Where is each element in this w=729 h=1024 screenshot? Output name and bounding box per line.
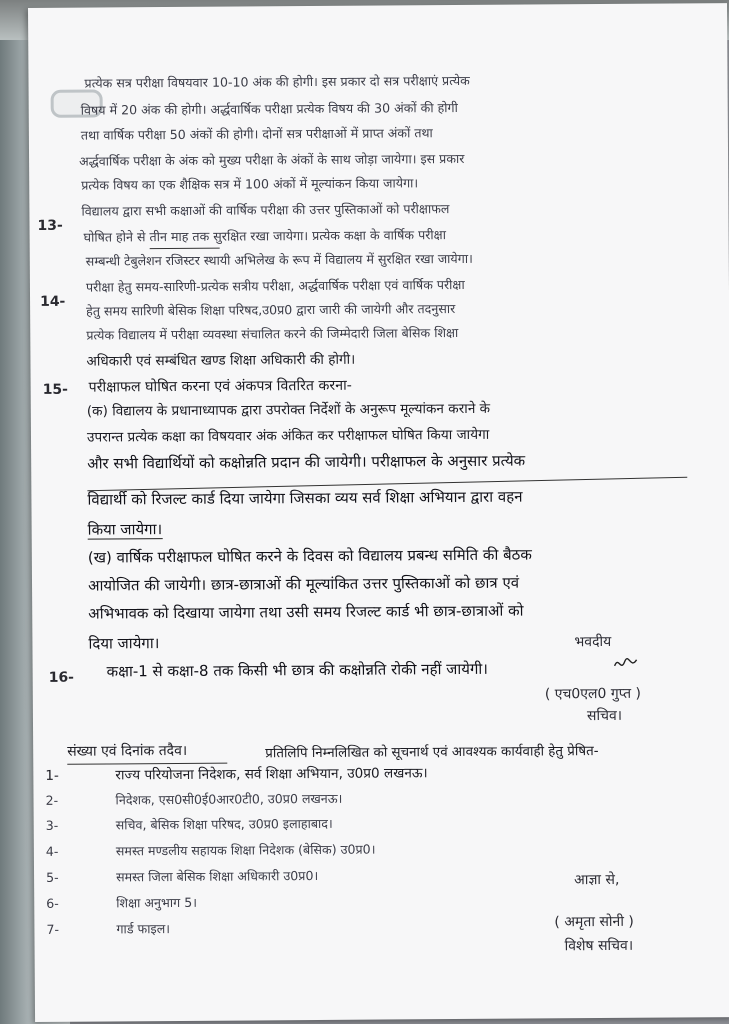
recipient-number: 2- <box>45 792 59 808</box>
item-number-14: 14- <box>39 293 66 310</box>
recipient-row <box>46 891 686 911</box>
item-number-13: 13- <box>37 217 63 234</box>
signatory-title: सचिव। <box>586 707 623 725</box>
recipient-text: सचिव, बेसिक शिक्षा परिषद, उ0प्र0 इलाहाबाद। <box>115 815 333 833</box>
signatory-name: ( एच0एल0 गुप्त ) <box>544 685 641 703</box>
recipient-text: गार्ड फाइल। <box>116 921 171 937</box>
section-heading: परीक्षाफल घोषित करना एवं अंकपत्र वितरित करना- <box>88 377 352 396</box>
recipient-text: समस्त जिला बेसिक शिक्षा अधिकारी उ0प्र0। <box>116 867 319 885</box>
recipient-number: 6- <box>46 895 59 911</box>
text-line: आयोजित की जायेगी। छात्र-छात्राओं की मूल्यांकित उत्तर पुस्तिकाओं को छात्र एवं <box>87 573 520 595</box>
text-line: विद्यार्थी को रिजल्ट कार्ड दिया जायेगा जिसका व्यय सर्व शिक्षा अभियान द्वारा वहन <box>87 487 523 509</box>
text-line: प्रत्येक विद्यालय में परीक्षा व्यवस्था संचालित करने की जिम्मेदारी जिला बेसिक शिक्षा <box>86 325 459 343</box>
text-line: अधिकारी एवं सम्बंधित खण्ड शिक्षा अधिकारी की होगी। <box>86 351 356 370</box>
copy-intro: प्रतिलिपि निम्नलिखित को सूचनार्थ एवं आवश्यक कार्यवाही हेतु प्रेषित- <box>265 744 599 762</box>
recipient-number: 3- <box>45 817 59 833</box>
text-line: विद्यालय द्वारा सभी कक्षाओं की वार्षिक परीक्षा की उत्तर पुस्तिकाओं को परीक्षाफल <box>81 201 450 219</box>
text-line: परीक्षा हेतु समय-सारिणी-प्रत्येक सत्रीय परीक्षा, अर्द्धवार्षिक परीक्षा एवं वार्षिक परीक्षा <box>85 276 465 295</box>
recipient-row <box>45 788 685 808</box>
underlined-text: किया जायेगा। <box>87 520 163 539</box>
text-line: उपरान्त प्रत्येक कक्षा का विषयवार अंक अंकित कर परीक्षाफल घोषित किया जायेगा <box>86 426 490 446</box>
text-line: विषय में 20 अंक की होगी। अर्द्धवार्षिक परीक्षा प्रत्येक विषय की 30 अंकों की होगी <box>80 100 458 118</box>
text-line: तथा वार्षिक परीक्षा 50 अंकों की होगी। दोनों सत्र परीक्षाओं में प्राप्त अंकों तथा <box>80 125 433 143</box>
reference-line: संख्या एवं दिनांक तदैव। <box>67 742 188 760</box>
text-line: घोषित होने से तीन माह तक सुरक्षित रखा जायेगा। प्रत्येक कक्षा के वार्षिक परीक्षा <box>83 227 446 245</box>
text-line: हेतु समय सारिणी बेसिक शिक्षा परिषद,उ0प्र0 द्वारा जारी की जायेगी और तदनुसार <box>86 301 456 319</box>
text-line: कक्षा-1 से कक्षा-8 तक किसी भी छात्र की कक्षोन्नति रोकी नहीं जायेगी। <box>106 659 489 681</box>
text-line: अर्द्धवार्षिक परीक्षा के अंक को मुख्य परीक्षा के अंकों के साथ जोड़ा जायेगा। इस प्रकार <box>79 150 465 169</box>
text-line: सम्बन्धी टेबुलेशन रजिस्टर स्थायी अभिलेख के रूप में विद्यालय में सुरक्षित रखा जायेगा। <box>85 250 473 269</box>
text-line: अभिभावक को दिखाया जायेगा तथा उसी समय रिजल्ट कार्ड भी छात्र-छात्राओं को <box>88 601 524 623</box>
recipient-number: 5- <box>46 869 59 885</box>
item-number-15: 15- <box>42 381 69 398</box>
recipient-text: निदेशक, एस0सी0ई0आर0टी0, उ0प्र0 लखनऊ। <box>115 790 343 808</box>
signature-scribble <box>613 654 639 674</box>
document-page <box>28 3 729 1022</box>
text-line: प्रत्येक विषय का एक शैक्षिक सत्र में 100 अंकों में मूल्यांकन किया जायेगा। <box>81 175 419 193</box>
text-line: (क) विद्यालय के प्रधानाध्यापक द्वारा उपरोक्त निर्देशों के अनुरूप मूल्यांकन कराने के <box>86 400 491 420</box>
signature-closing: भवदीय <box>574 633 612 651</box>
recipient-row <box>46 839 686 859</box>
text-line: प्रत्येक सत्र परीक्षा विषयवार 10-10 अंक की होगी। इस प्रकार दो सत्र परीक्षाएं प्रत्येक <box>84 72 470 91</box>
recipient-number: 1- <box>45 767 59 784</box>
recipient-text: शिक्षा अनुभाग 5। <box>116 894 198 911</box>
handwritten-underline <box>67 763 227 765</box>
recipient-text: राज्य परियोजना निदेशक, सर्व शिक्षा अभियान, उ0प्र0 लखनऊ। <box>115 765 428 784</box>
handwritten-underline <box>150 248 220 249</box>
text-line: (ख) वार्षिक परीक्षाफल घोषित करने के दिवस को विद्यालय प्रबन्ध समिति की बैठक <box>87 545 532 567</box>
recipient-text: समस्त मण्डलीय सहायक शिक्षा निदेशक (बेसिक) उ0प्र0। <box>115 841 376 859</box>
text-line: और सभी विद्यार्थियों को कक्षोन्नति प्रदान की जायेगी। परीक्षाफल के अनुसार प्रत्येक <box>87 451 526 473</box>
recipient-number: 7- <box>46 921 60 937</box>
signature-closing: आज्ञा से, <box>574 871 620 889</box>
signatory-title: विशेष सचिव। <box>564 937 634 955</box>
recipient-row <box>45 763 685 783</box>
text-line-wrapper <box>88 517 728 539</box>
item-number-16: 16- <box>48 669 75 686</box>
recipient-row <box>46 813 686 833</box>
signatory-name: ( अमृता सोनी ) <box>554 913 634 931</box>
recipient-number: 4- <box>45 843 59 859</box>
text-line: दिया जायेगा। <box>88 634 160 653</box>
